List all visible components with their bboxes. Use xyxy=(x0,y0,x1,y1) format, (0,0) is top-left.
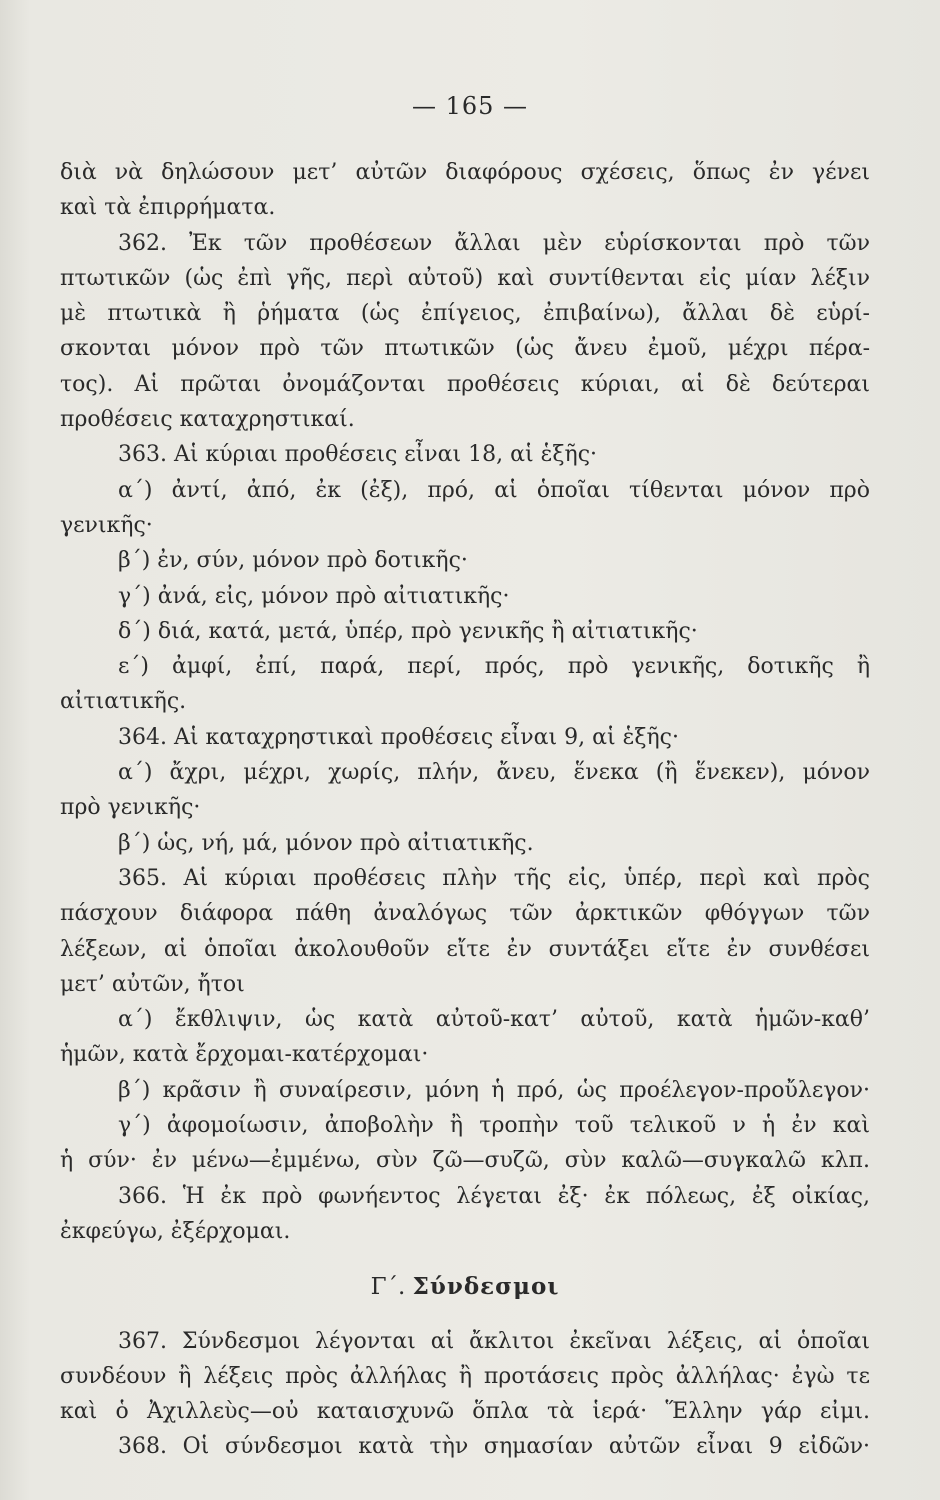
page-number: — 165 — xyxy=(411,92,529,120)
text-line: πρὸ γενικῆς· xyxy=(60,795,201,821)
text-block-prepositions xyxy=(60,155,870,1249)
text-line: 365. Αἱ κύριαι προθέσεις πλὴν τῆς εἰς, ὑπέρ, περὶ καὶ πρὸς xyxy=(118,865,870,891)
section-heading xyxy=(60,1269,870,1305)
text-line: ε΄) ἀμφί, ἐπί, παρά, περί, πρός, πρὸ γενικῆς, δοτικῆς ἢ xyxy=(118,654,870,680)
text-line: 368. Οἱ σύνδεσμοι κατὰ τὴν σημασίαν αὐτῶν εἶναι 9 εἰδῶν· xyxy=(118,1434,870,1460)
text-line: διὰ νὰ δηλώσουν μετ’ αὐτῶν διαφόρους σχέσεις, ὅπως ἐν γένει xyxy=(60,160,870,185)
text-line: πάσχουν διάφορα πάθη ἀναλόγως τῶν ἀρκτικῶν φθόγγων τῶν xyxy=(60,901,870,927)
text-line: 366. Ἡ ἐκ πρὸ φωνήεντος λέγεται ἐξ· ἐκ πόλεως, ἐξ οἰκίας, xyxy=(118,1183,870,1209)
text-line: καὶ τὰ ἐπιρρήματα. xyxy=(60,195,276,221)
text-block-conjunctions xyxy=(60,1324,870,1465)
text-line: β΄) κρᾶσιν ἢ συναίρεσιν, μόνη ἡ πρό, ὡς προέλεγον-προὔλεγον· xyxy=(118,1077,870,1103)
text-line: καὶ ὁ Ἀχιλλεὺς—οὐ καταισχυνῶ ὅπλα τὰ ἱερά· Ἕλλην γάρ εἰμι. xyxy=(60,1399,870,1425)
text-line: αἰτιατικῆς. xyxy=(60,689,187,715)
text-line: α΄) ἄχρι, μέχρι, χωρίς, πλήν, ἄνευ, ἕνεκα (ἢ ἕνεκεν), μόνον xyxy=(118,760,870,786)
text-line: τος). Αἱ πρῶται ὀνομάζονται προθέσεις κύριαι, αἱ δὲ δεύτεραι xyxy=(60,371,870,397)
text-line: μὲ πτωτικὰ ἢ ῥήματα (ὡς ἐπίγειος, ἐπιβαίνω), ἄλλαι δὲ εὑρί- xyxy=(60,301,870,327)
text-line: ἐκφεύγω, ἐξέρχομαι. xyxy=(60,1218,291,1244)
text-line: πτωτικῶν (ὡς ἐπὶ γῆς, περὶ αὐτοῦ) καὶ συντίθενται εἰς μίαν λέξιν xyxy=(60,265,870,291)
text-line: γενικῆς· xyxy=(60,512,153,538)
section-heading-title: Σύνδεσμοι xyxy=(412,1273,560,1301)
text-line: λέξεων, αἱ ὁποῖαι ἀκολουθοῦν εἴτε ἐν συντάξει εἴτε ἐν συνθέσει xyxy=(60,936,870,962)
text-line: δ΄) διά, κατά, μετά, ὑπέρ, πρὸ γενικῆς ἢ αἰτιατικῆς· xyxy=(118,618,698,644)
text-line: προθέσεις καταχρηστικαί. xyxy=(60,407,355,433)
text-line: α΄) ἔκθλιψιν, ὡς κατὰ αὐτοῦ-κατ’ αὐτοῦ, κατὰ ἡμῶν-καθ’ xyxy=(118,1007,870,1033)
text-line: ἡμῶν, κατὰ ἔρχομαι-κατέρχομαι· xyxy=(60,1042,429,1068)
text-line: 364. Αἱ καταχρηστικαὶ προθέσεις εἶναι 9, αἱ ἑξῆς· xyxy=(118,724,679,750)
text-line: συνδέουν ἢ λέξεις πρὸς ἀλλήλας ἢ προτάσεις πρὸς ἀλλήλας· ἐγὼ τε xyxy=(60,1363,870,1389)
text-line: α΄) ἀντί, ἀπό, ἐκ (ἐξ), πρό, αἱ ὁποῖαι τίθενται μόνον πρὸ xyxy=(118,477,870,503)
text-line: γ΄) ἀνά, εἰς, μόνον πρὸ αἰτιατικῆς· xyxy=(118,583,510,609)
text-line: β΄) ἐν, σύν, μόνον πρὸ δοτικῆς· xyxy=(118,548,468,574)
text-line: σκονται μόνον πρὸ τῶν πτωτικῶν (ὡς ἄνευ ἐμοῦ, μέχρι πέρα- xyxy=(60,336,870,362)
text-line: β΄) ὡς, νή, μά, μόνον πρὸ αἰτιατικῆς. xyxy=(118,830,534,856)
text-line: 363. Αἱ κύριαι προθέσεις εἶναι 18, αἱ ἑξῆς· xyxy=(118,442,598,468)
text-line: ἡ σύν· ἐν μένω—ἐμμένω, σὺν ζῶ—συζῶ, σὺν καλῶ—συγκαλῶ κλπ. xyxy=(60,1148,870,1174)
section-heading-letter: Γ΄. xyxy=(370,1274,406,1301)
text-line: 362. Ἐκ τῶν προθέσεων ἄλλαι μὲν εὑρίσκονται πρὸ τῶν xyxy=(118,230,870,256)
text-line: γ΄) ἀφομοίωσιν, ἀποβολὴν ἢ τροπὴν τοῦ τελικοῦ ν ἡ ἐν καὶ xyxy=(118,1113,870,1139)
text-line: 367. Σύνδεσμοι λέγονται αἱ ἄκλιτοι ἐκεῖναι λέξεις, αἱ ὁποῖαι xyxy=(118,1328,870,1354)
text-line: μετ’ αὐτῶν, ἤτοι xyxy=(60,971,245,997)
text-body xyxy=(60,155,870,1465)
